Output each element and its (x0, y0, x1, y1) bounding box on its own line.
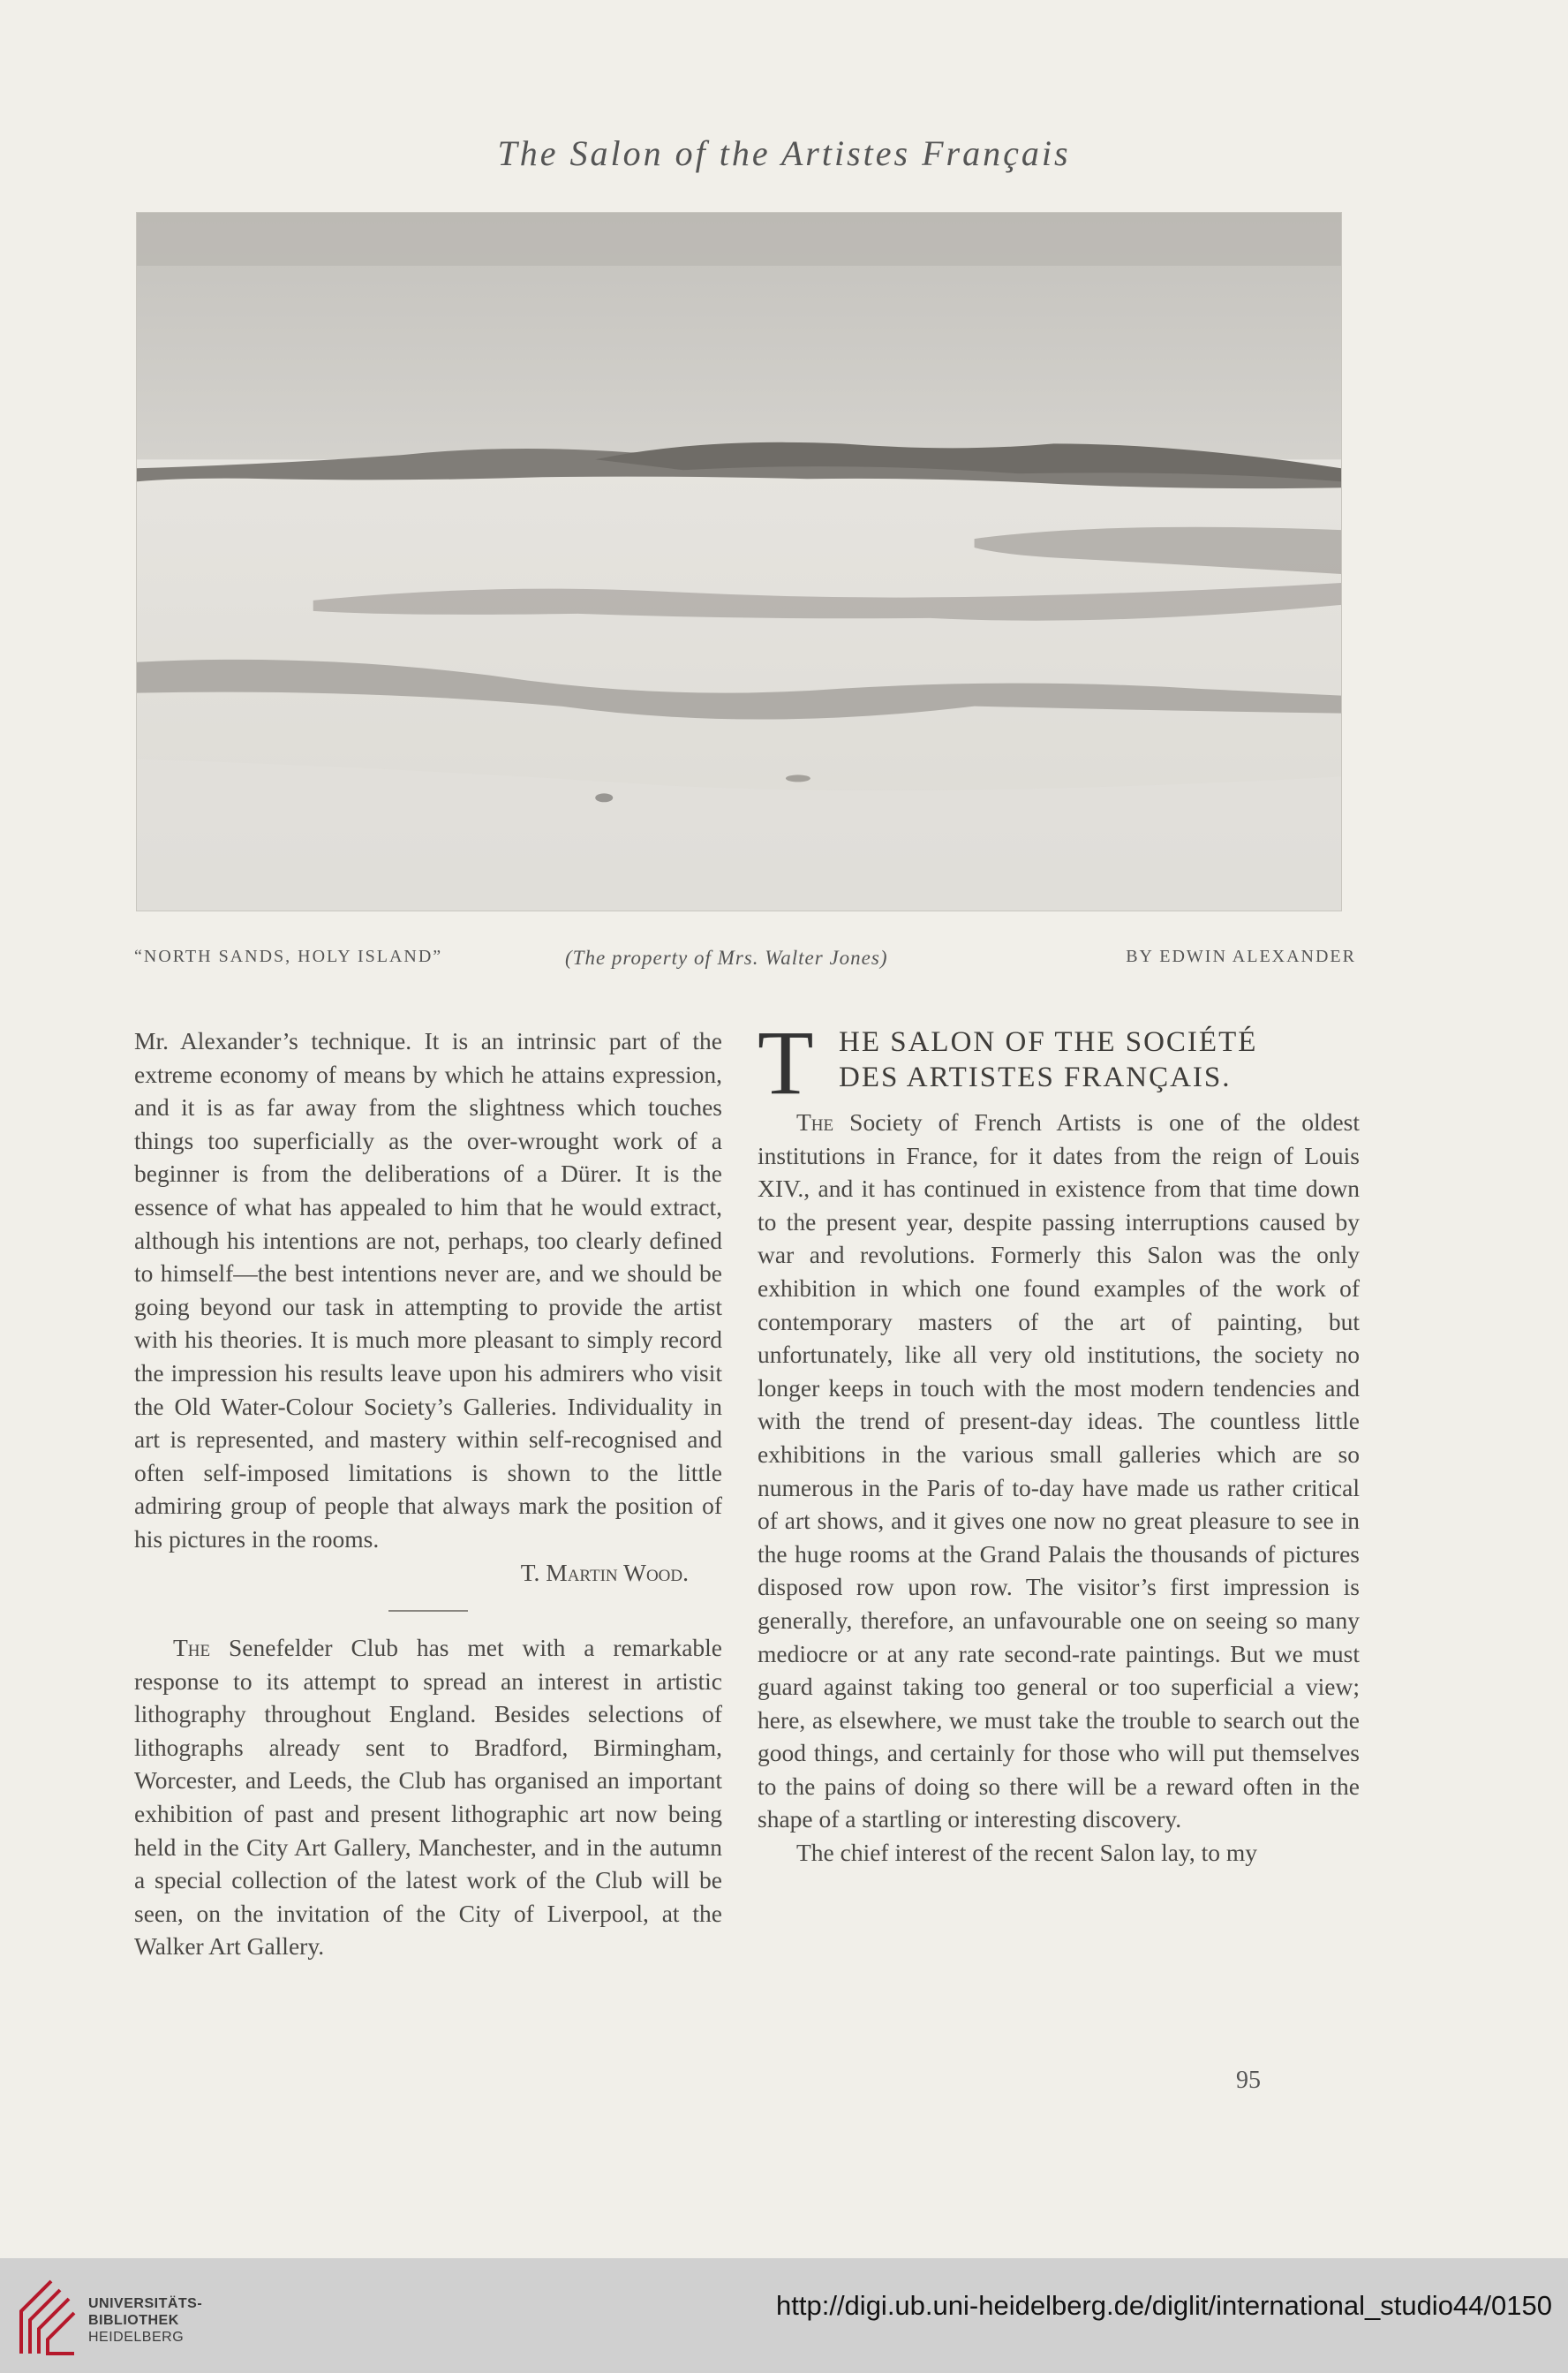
author-signature: T. Martin Wood. (520, 1558, 689, 1586)
paragraph-chief-interest: The chief interest of the recent Salon lay, to my (796, 1839, 1258, 1867)
library-name (88, 2295, 202, 2346)
plate-caption-artist: BY EDWIN ALEXANDER (1126, 947, 1356, 966)
paragraph-society-text: Society of French Artists is one of the oldest institutions in France, for it dates from the reign of Louis XIV., and it has continued in existence from that time down to the present year, despite passing interruptions caused by war and revolutions. Formerly this Salon was the only exhibition in which one found examples of the work of contemporary masters of the art of painting, but unfortunately, like all very old institutions, the society no longer keeps in touch with the most modern tendencies and with the trend of present-day ideas. The countless little exhibitions in the various small galleries which are so numerous in the Paris of to-day have made us rather critical of art shows, and it gives one now no great pleasure to see in the huge rooms at the Grand Palais the thousands of pictures disposed row upon row. The visitor’s first impression is generally, therefore, an unfavourable one on seeing so many mediocre or at any rate second-rate paintings. But we must guard against taking too general or too superficial a view; here, as elsewhere, we must take the trouble to search out the good things, and certainly for those who will put themselves to the pains of doing so there will be a reward often in the shape of a startling or interesting discovery. (758, 1108, 1360, 1833)
footer-bar (0, 2258, 1568, 2373)
lead-word: The (796, 1108, 834, 1136)
page-number: 95 (1236, 2067, 1261, 2094)
paragraph-senefelder-text: Senefelder Club has met with a remarkable response to its attempt to spread an interest in artistic lithography throughout England. Besides selections of lithographs already sent to Bradford, Birmingham, Worcester, and Leeds, the Club has organised an important exhibition of past and present lithographic art now being held in the City Art Gallery, Manchester, and in the autumn a special collection of the latest work of the Club will be seen, on the invitation of the City of Liverpool, at the Walker Art Gallery. (134, 1634, 722, 1961)
plate-illustration (136, 212, 1342, 911)
running-head: The Salon of the Artistes Français (497, 133, 1071, 173)
right-column (758, 1012, 1360, 1870)
lead-word: The (173, 1634, 211, 1662)
heading-line-1: HE SALON OF THE SOCIÉTÉ (839, 1026, 1258, 1058)
library-logo-icon (16, 2278, 79, 2357)
library-line-3: HEIDELBERG (88, 2330, 185, 2345)
article-heading (758, 1012, 1360, 1114)
section-divider (388, 1610, 468, 1612)
plate-caption-ownership: (The property of Mrs. Walter Jones) (565, 947, 888, 969)
landscape-painting (137, 213, 1341, 911)
source-url-link[interactable]: http://digi.ub.uni-heidelberg.de/diglit/international_studio44/0150 (776, 2290, 1552, 2321)
drop-cap: T (758, 1012, 816, 1114)
library-line-1: UNIVERSITÄTS- (88, 2296, 203, 2311)
paragraph-alexander: Mr. Alexander’s technique. It is an intrinsic part of the extreme economy of means by which he attains expression, and it is as far away from the slightness which touches things too superficially as the over-wrought work of a beginner is from the deliberations of a Dürer. It is the essence of what has appealed to him that he would extract, although his intentions are not, perhaps, too clearly defined to himself—the best intentions never are, and we should be going beyond our task in attempting to provide the artist with his theories. It is much more pleasant to simply record the impression his results leave upon his admirers who visit the Old Water-Colour Society’s Galleries. Individuality in art is represented, and mastery within self-recognised and often self-imposed limitations is shown to the little admiring group of people that always mark the position of his pictures in the rooms. (134, 1027, 722, 1553)
paragraph-society (758, 1106, 1360, 1836)
heading-line-2: DES ARTISTES FRANÇAIS. (839, 1062, 1232, 1093)
plate-caption-title: “NORTH SANDS, HOLY ISLAND” (134, 947, 443, 966)
left-column (134, 1024, 722, 1963)
paragraph-senefelder (134, 1631, 722, 1963)
library-line-2: BIBLIOTHEK (88, 2313, 179, 2328)
